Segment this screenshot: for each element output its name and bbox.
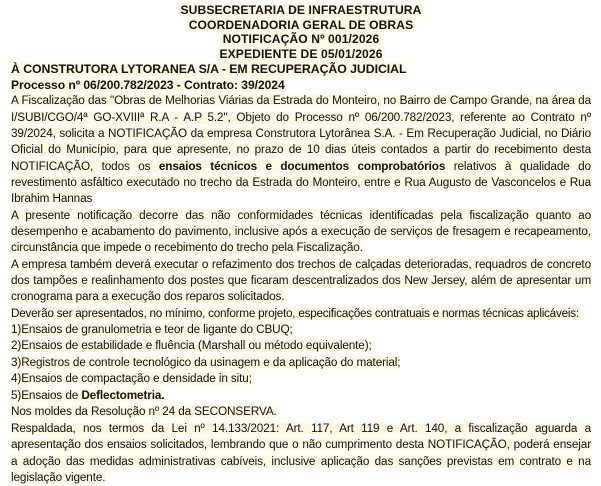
addressee-line: À CONSTRUTORA LYTORANEA S/A - EM RECUPERAÇÃO JUDICIAL bbox=[11, 62, 407, 77]
header-line-subsecretaria: SUBSECRETARIA DE INFRAESTRUTURA bbox=[180, 3, 422, 17]
paragraph-legal-basis: Respaldada, nos termos da Lei nº 14.133/2021: Art. 117, Art 119 e Art. 140, a fiscalização aguarda a apresentação dos ensaios solicitados, lembrando que o não cumprimento desta NOTIFICAÇÃO, poderá ensejar a adoção das medidas administrativas cabíveis, inclusive aplicação das sanções previstas em contrato e na legislação vigente. bbox=[11, 421, 591, 485]
list-item bbox=[11, 338, 591, 355]
list-item bbox=[11, 371, 591, 388]
list-item bbox=[11, 388, 591, 405]
list-item-number: 5) bbox=[11, 388, 22, 402]
list-item-number: 4) bbox=[11, 372, 22, 386]
requirements-intro-line: Deverão ser apresentados, no mínimo, conforme projeto, especificações contratuais e normas técnicas aplicáveis: bbox=[11, 306, 579, 320]
requirements-list bbox=[11, 322, 591, 405]
list-item-label: Registros de controle tecnológico da usinagem e da aplicação do material; bbox=[21, 355, 401, 369]
list-item bbox=[11, 355, 591, 372]
list-item-number: 2) bbox=[11, 339, 22, 353]
list-item bbox=[11, 322, 591, 339]
header-line-coordenadoria: COORDENADORIA GERAL DE OBRAS bbox=[188, 17, 414, 32]
list-item-label: Ensaios de compactação e densidade in situ; bbox=[21, 372, 252, 386]
paragraph-1-bold-requirement: ensaios técnicos e documentos comprobatórios bbox=[158, 159, 446, 173]
process-contract-line: Processo nº 06/200.782/2023 - Contrato: 39/2024 bbox=[11, 77, 285, 92]
paragraph-1-part-2: relativos à qualidade do revestimento asfáltico executado no trecho da Estrada do Monteiro, entre e Rua Augusto de Vasconcelos e Rua Ibrahim Hannas bbox=[11, 159, 591, 206]
header-line-notificacao-number: NOTIFICAÇÃO Nº 001/2026 bbox=[222, 32, 380, 47]
list-item-number: 1) bbox=[11, 322, 22, 336]
list-item-label: Ensaios de estabilidade e fluência (Marshall ou método equivalente); bbox=[21, 339, 372, 353]
header-line-expediente-date: EXPEDIENTE DE 05/01/2026 bbox=[219, 46, 383, 61]
paragraph-nonconformities: A presente notificação decorre das não conformidades técnicas identificadas pela fiscalização quanto ao desempenho e acabamento do pavimento, inclusive após a execução de serviços de fresagem e recapeamento, circunstância que impede o recebimento do trecho pela Fiscalização. bbox=[11, 208, 591, 255]
document-header bbox=[11, 3, 591, 61]
list-item-label: Ensaios de granulometria e teor de ligante do CBUQ; bbox=[21, 322, 293, 336]
paragraph-sidewalk-repairs: A empresa também deverá executar o refazimento dos trechos de calçadas deterioradas, requadros de concreto dos tampões e realinhamento dos postes que ficaram descentralizados dos New Jersey, além de apresentar um cronograma para a execução dos reparos solicitados. bbox=[11, 257, 591, 304]
paragraph-1-part-1: A Fiscalização das "Obras de Melhorias Viárias da Estrada do Monteiro, no Bairro de Campo Grande, na área da I/SUBI/CGO/4ª GO-XVIIIª R.A - A.P 5.2", Objeto do Processo nº 06/200.782/2023, referente ao Contrato nº 39/2024, solicita a NOTIFICAÇÃO da empresa Construtora Lytorânea S.A. - Em Recuperação Judicial, no Diário Oficial do Município, para que apresente, no prazo de 10 dias úteis contados a partir do recebimento desta NOTIFICAÇÃO, todos os bbox=[11, 94, 591, 173]
paragraph-notification-request bbox=[11, 93, 591, 207]
list-item-emphasis: Deflectometria. bbox=[81, 388, 165, 402]
resolution-reference-line: Nos moldes da Resolução nº 24 da SECONSERVA. bbox=[11, 405, 277, 419]
list-item-label: Ensaios de bbox=[21, 388, 82, 402]
list-item-number: 3) bbox=[11, 355, 22, 369]
